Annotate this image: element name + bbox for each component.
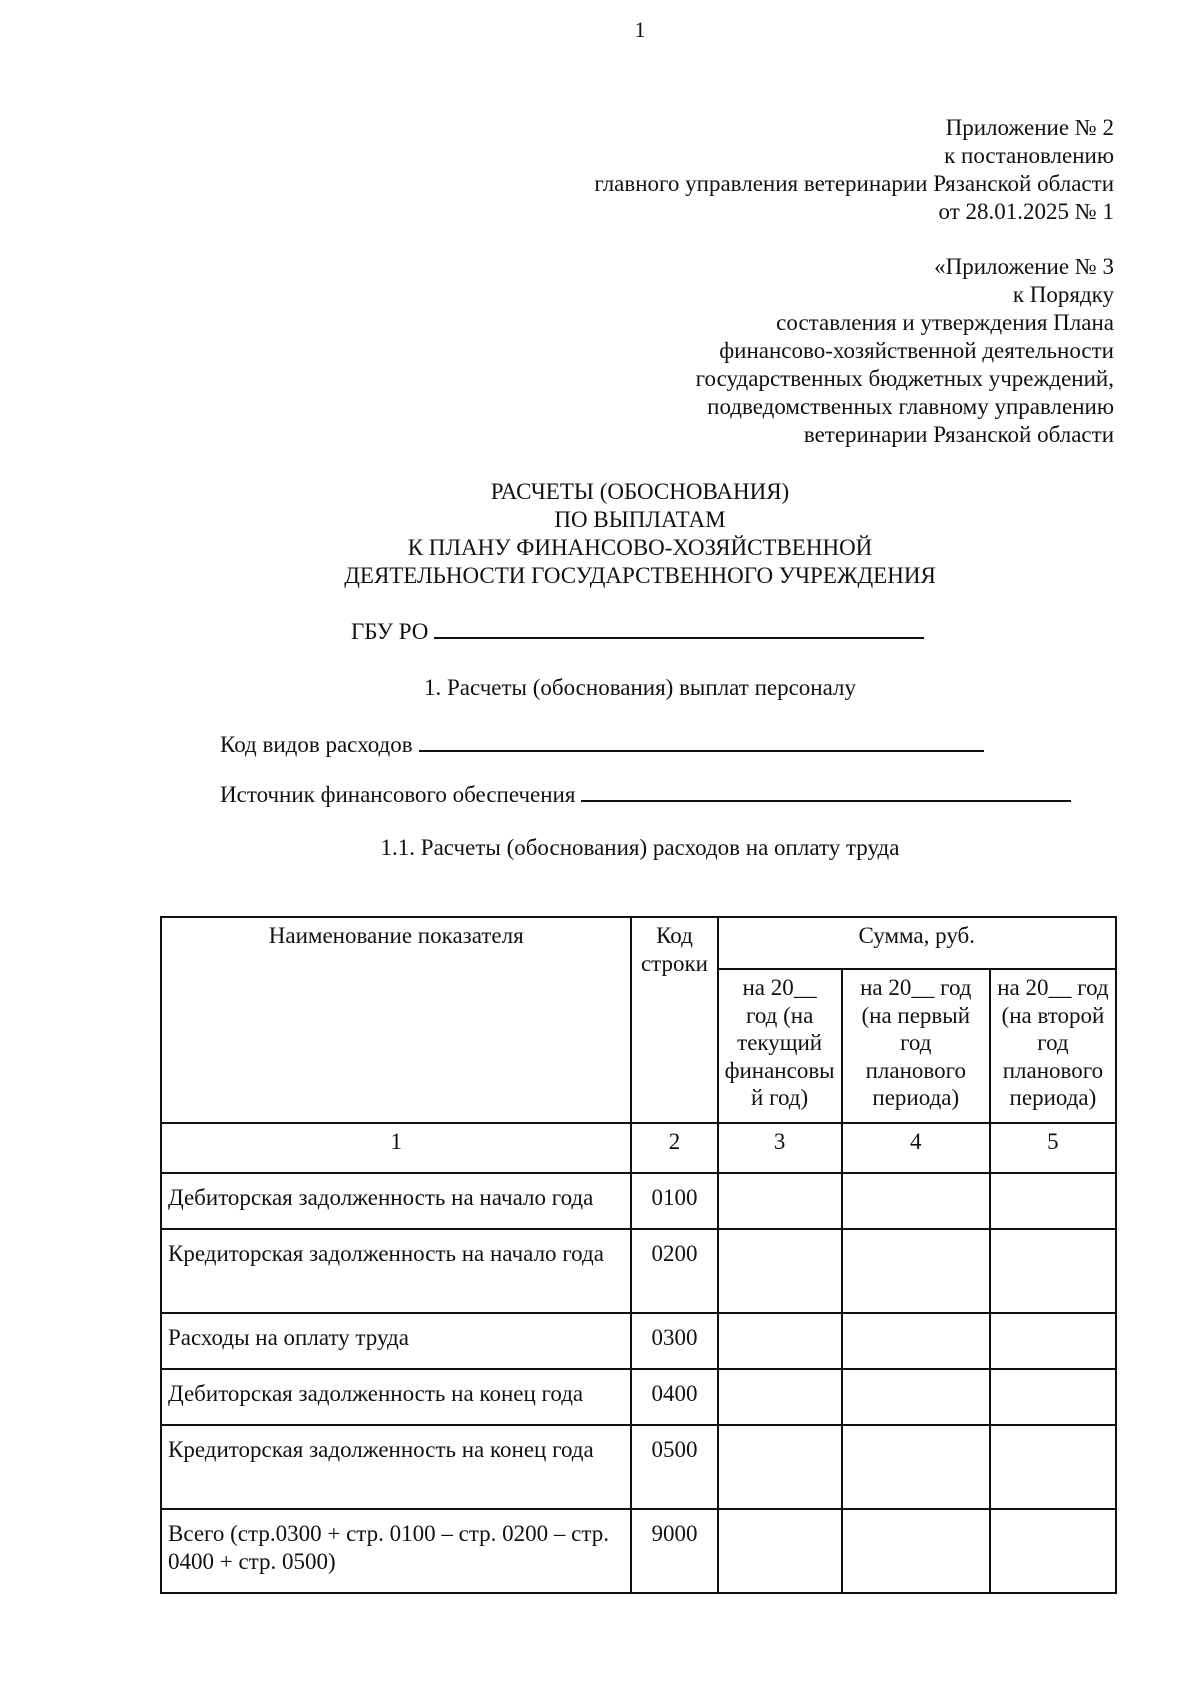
appendix-3-line: ветеринарии Рязанской области — [803, 422, 1114, 447]
value-cell-col-4[interactable] — [842, 1229, 990, 1313]
value-cell-col-3[interactable] — [718, 1313, 842, 1369]
value-cell-col-5[interactable] — [990, 1173, 1116, 1229]
column-number: 1 — [161, 1123, 631, 1173]
appendix-2-header — [594, 114, 1114, 226]
value-cell-col-3[interactable] — [718, 1425, 842, 1509]
appendix-3-header — [696, 253, 1114, 449]
table-row — [161, 1509, 1116, 1593]
value-cell-col-4[interactable] — [842, 1369, 990, 1425]
appendix-3-line: «Приложение № 3 — [934, 254, 1114, 279]
page-number: 1 — [634, 17, 646, 42]
title-line: К ПЛАНУ ФИНАНСОВО-ХОЗЯЙСТВЕННОЙ — [407, 535, 873, 560]
appendix-2-line: Приложение № 2 — [945, 115, 1114, 140]
value-cell-col-3[interactable] — [718, 1173, 842, 1229]
kvr-blank-line — [419, 728, 984, 752]
table-row — [161, 1369, 1116, 1425]
value-cell-col-4[interactable] — [842, 1425, 990, 1509]
value-cell-col-4[interactable] — [842, 1509, 990, 1593]
table-header-row — [161, 917, 1116, 969]
column-number: 5 — [990, 1123, 1116, 1173]
value-cell-col-5[interactable] — [990, 1425, 1116, 1509]
appendix-3-line: подведомственных главному управлению — [707, 394, 1114, 419]
section-1-1-heading: 1.1. Расчеты (обоснования) расходов на оплату труда — [380, 835, 900, 860]
value-cell-col-3[interactable] — [718, 1369, 842, 1425]
column-numbers-row — [161, 1123, 1116, 1173]
document-title — [0, 478, 1200, 590]
column-number: 3 — [718, 1123, 842, 1173]
row-name: Расходы на оплату труда — [161, 1313, 631, 1369]
table-row — [161, 1313, 1116, 1369]
org-blank-line — [434, 615, 924, 639]
header-name: Наименование показателя — [161, 917, 631, 1123]
source-label: Источник финансового обеспечения — [220, 782, 576, 807]
value-cell-col-5[interactable] — [990, 1369, 1116, 1425]
appendix-3-line: финансово-хозяйственной деятельности — [719, 338, 1114, 363]
value-cell-col-5[interactable] — [990, 1313, 1116, 1369]
value-cell-col-3[interactable] — [718, 1229, 842, 1313]
row-code: 0500 — [631, 1425, 717, 1509]
title-line: ПО ВЫПЛАТАМ — [554, 507, 726, 532]
header-sum: Сумма, руб. — [718, 917, 1116, 969]
appendix-2-line: от 28.01.2025 № 1 — [938, 199, 1114, 224]
title-line: ДЕЯТЕЛЬНОСТИ ГОСУДАРСТВЕННОГО УЧРЕЖДЕНИЯ — [344, 563, 936, 588]
value-cell-col-3[interactable] — [718, 1509, 842, 1593]
column-number: 4 — [842, 1123, 990, 1173]
org-label: ГБУ РО — [351, 619, 429, 644]
title-line: РАСЧЕТЫ (ОБОСНОВАНИЯ) — [490, 479, 790, 504]
row-code: 0400 — [631, 1369, 717, 1425]
org-field — [351, 615, 924, 646]
header-col-4: на 20__ год (на первый год планового периода) — [842, 969, 990, 1123]
value-cell-col-4[interactable] — [842, 1313, 990, 1369]
table-row — [161, 1229, 1116, 1313]
row-code: 0200 — [631, 1229, 717, 1313]
header-col-3: на 20__ год (на текущий финансовы й год) — [718, 969, 842, 1123]
row-name: Кредиторская задолженность на конец года — [161, 1425, 631, 1509]
row-name: Кредиторская задолженность на начало года — [161, 1229, 631, 1313]
row-code: 0300 — [631, 1313, 717, 1369]
column-number: 2 — [631, 1123, 717, 1173]
row-name: Всего (стр.0300 + стр. 0100 – стр. 0200 – стр. 0400 + стр. 0500) — [161, 1509, 631, 1593]
source-blank-line — [581, 778, 1071, 802]
row-code: 0100 — [631, 1173, 717, 1229]
kvr-label: Код видов расходов — [220, 732, 413, 757]
section-1-heading: 1. Расчеты (обоснования) выплат персоналу — [423, 675, 857, 700]
table-row — [161, 1425, 1116, 1509]
header-col-5: на 20__ год (на второй год планового периода) — [990, 969, 1116, 1123]
header-code: Код строки — [631, 917, 717, 1123]
appendix-3-line: составления и утверждения Плана — [776, 310, 1114, 335]
row-name: Дебиторская задолженность на начало года — [161, 1173, 631, 1229]
appendix-2-line: главного управления ветеринарии Рязанской области — [594, 171, 1114, 196]
appendix-2-line: к постановлению — [944, 143, 1114, 168]
kvr-field — [220, 728, 984, 759]
source-field — [220, 778, 1071, 809]
row-name: Дебиторская задолженность на конец года — [161, 1369, 631, 1425]
labor-costs-table — [160, 916, 1117, 1594]
row-code: 9000 — [631, 1509, 717, 1593]
appendix-3-line: к Порядку — [1012, 282, 1114, 307]
value-cell-col-5[interactable] — [990, 1229, 1116, 1313]
value-cell-col-5[interactable] — [990, 1509, 1116, 1593]
appendix-3-line: государственных бюджетных учреждений, — [695, 366, 1114, 391]
table-row — [161, 1173, 1116, 1229]
value-cell-col-4[interactable] — [842, 1173, 990, 1229]
